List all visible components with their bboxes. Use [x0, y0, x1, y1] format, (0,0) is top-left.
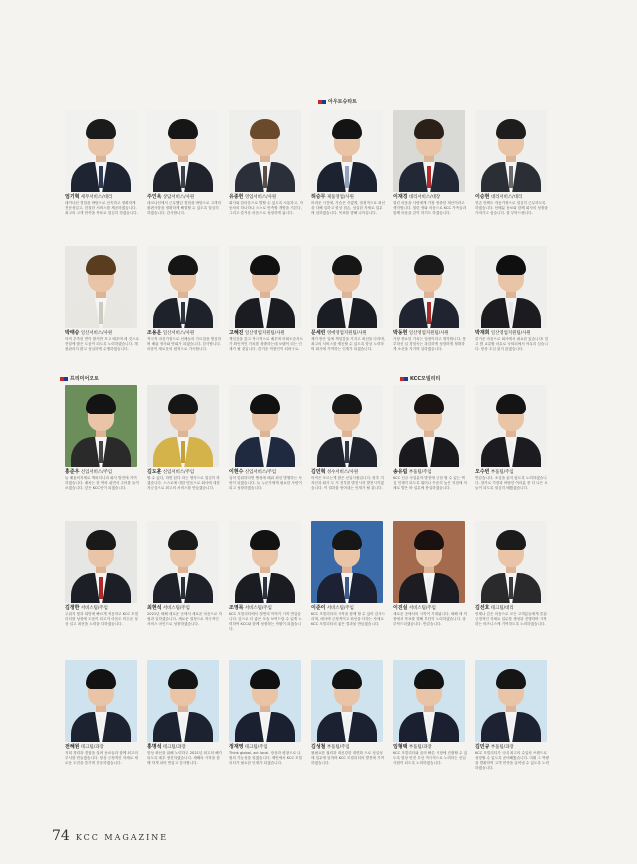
- staff-card: [147, 660, 222, 766]
- tie: [427, 577, 431, 599]
- staff-description: 늘 배움의지세로 책외더니라 회사 발전에 기여하겠습니다. 매처는 한 박차 쉬면서 주어를 들이보겠습니다. 앞은 KCC인이 되겠습니다.: [65, 476, 139, 490]
- staff-card: [65, 246, 140, 352]
- portrait-photo: [393, 246, 465, 328]
- staff-description: 주위지 빛과 희망에 빠르게 적응하고 KCC 모빌리티를 성장에 도움이 되고자 마음도 어두운 상상 일고 최선을 노력을 다하겠습니다.: [65, 612, 139, 626]
- staff-name: 정재영: [229, 744, 244, 750]
- staff-name-line: [229, 470, 304, 475]
- hair: [168, 530, 198, 550]
- staff-card: [393, 246, 468, 352]
- staff-card: [475, 660, 550, 770]
- tie: [263, 577, 267, 599]
- staff-role: 부품팀/주임: [326, 745, 350, 750]
- staff-description: Think global, act local. 장상과 평창으로 나원의 가능성을 열겠습니다. 제안에서 KCC 모빌리티가 필요한 인재가 되겠습니다.: [229, 751, 303, 765]
- portrait-photo: [229, 110, 301, 192]
- staff-name-line: [475, 470, 550, 475]
- staff-description: 어려운 시간에, 가슴은 죽겠게, 열정적으로 최선을 다해 일하고 항상 겸손, 성실한 자세로 업무에 임하겠습니다. 목표를 향해 나아갑니다.: [311, 201, 385, 215]
- tie: [99, 577, 103, 599]
- staff-name-line: [475, 331, 550, 336]
- staff-name: 주인욱: [147, 194, 162, 200]
- staff-role: 부품팀/주임: [490, 470, 514, 475]
- flag-icon: [60, 377, 68, 381]
- staff-card: [65, 660, 140, 766]
- staff-card: [147, 246, 222, 352]
- tie: [99, 716, 103, 738]
- portrait-photo: [393, 385, 465, 467]
- portrait-photo: [475, 110, 547, 192]
- hair: [168, 394, 198, 414]
- staff-card: [393, 521, 468, 627]
- hair: [496, 394, 526, 414]
- portrait-photo: [65, 110, 137, 192]
- tie: [427, 441, 431, 463]
- tie: [345, 302, 349, 324]
- staff-card: [229, 660, 304, 766]
- hair: [414, 530, 444, 550]
- staff-card: [65, 385, 140, 491]
- section-label: 프리미어오토: [70, 376, 99, 382]
- staff-role: 부품팀/주임: [408, 470, 432, 475]
- hair: [168, 669, 198, 689]
- staff-name-line: [311, 745, 386, 750]
- staff-name-line: [229, 331, 304, 336]
- hair: [86, 669, 116, 689]
- staff-name-line: [393, 470, 468, 475]
- staff-role: 일산영업지원팀/사원: [244, 331, 285, 336]
- staff-card: [393, 385, 468, 491]
- portrait-photo: [475, 521, 547, 603]
- staff-name-line: [65, 606, 140, 611]
- staff-role: 부품팀/과장: [490, 745, 514, 750]
- staff-name-line: [147, 195, 222, 200]
- staff-name: 홍명석: [147, 744, 162, 750]
- tie: [427, 302, 431, 324]
- staff-name-line: [475, 195, 550, 200]
- hair: [332, 530, 362, 550]
- staff-description: 입어 맞취하다면 엔성에 배워 최선 발행하는 사람이 되겠습니다. 늘 누군가에게 필요한 사람이 되고 성장하겠습니다.: [229, 476, 302, 490]
- staff-role: 세무서비스/대리: [80, 195, 113, 200]
- portrait-photo: [229, 521, 301, 603]
- staff-name-line: [393, 195, 468, 200]
- portrait-photo: [147, 521, 219, 603]
- staff-name-line: [147, 606, 222, 611]
- staff-name-line: [311, 606, 386, 611]
- hair: [414, 669, 444, 689]
- hair: [86, 530, 116, 550]
- staff-description: KCC 모빌리티의 시작을 함께 할 수 있어 감사드리며, 매사에 긍정적이고 최선을 다하는 자세로 KCC 모빌리티의 좋은 결과물 만들겠습니다.: [311, 612, 386, 626]
- tie: [181, 577, 185, 599]
- staff-role: 영업서비스/사원: [244, 195, 277, 200]
- staff-name: 조영목: [229, 605, 244, 611]
- staff-name: 최현석: [147, 605, 162, 611]
- staff-card: [229, 385, 304, 491]
- staff-name: 송유림: [393, 469, 408, 475]
- tie: [263, 441, 267, 463]
- staff-description: 아직 부족한 면이 많지만 모고 배우며 새 것으로 전달에 많은 도움이 되도록 노력하겠습니다. 계품관리지 많고 성실하게 수행하겠습니다.: [65, 337, 139, 351]
- staff-name-line: [65, 745, 140, 750]
- hair: [250, 394, 280, 414]
- staff-name-line: [475, 745, 550, 750]
- tie: [345, 441, 349, 463]
- hair: [414, 394, 444, 414]
- staff-role: 서비스팀/주임: [326, 606, 354, 611]
- staff-card: [147, 521, 222, 627]
- staff-name: 김선호: [475, 605, 490, 611]
- staff-card: [475, 385, 550, 491]
- portrait-photo: [229, 385, 301, 467]
- staff-role: 테크팀/대리: [490, 606, 514, 611]
- staff-description: 회사와 한마음으로 발할 수 있도록 소통하고, 자동차의 하나하나 스스로 만족할 개방을 기본다, 그리고 즐거운 마음으로 성장하게 됩니다.: [229, 201, 303, 215]
- staff-name: 이승현: [475, 194, 490, 200]
- staff-description: 항상 최선을 위해 노력하고 2021년 최고의 해가 되도록 매우 정진하겠습니다. 새해의 시작을 함께 하게 되어 반갑고 감사합니다.: [147, 751, 223, 765]
- hair: [86, 255, 116, 275]
- staff-card: [393, 110, 468, 216]
- tie: [181, 716, 185, 738]
- staff-name: 홍준우: [65, 469, 80, 475]
- staff-description: 열린 마음을 사랑에게 가장 귀중한 재산이라고 생각합니다. 열린 귀와 마음으로 KCC 가족들과 함께 마음을 같이 하기도 하겠습니다.: [393, 201, 467, 215]
- staff-role: 일산영업지원팀/사원: [408, 331, 449, 336]
- hair: [86, 119, 116, 139]
- staff-card: [65, 110, 140, 216]
- staff-card: [229, 521, 304, 631]
- staff-name-line: [147, 470, 222, 475]
- staff-name: 김민혁: [311, 469, 326, 475]
- staff-card: [475, 521, 550, 627]
- portrait-photo: [65, 521, 137, 603]
- portrait-photo: [311, 246, 383, 328]
- tie: [181, 302, 185, 324]
- portrait-photo: [475, 246, 547, 328]
- tie: [181, 166, 185, 188]
- staff-card: [147, 385, 222, 491]
- staff-name: 이현수: [229, 469, 244, 475]
- tie: [99, 302, 103, 324]
- staff-role: 제품영업/사원: [326, 195, 354, 200]
- portrait-photo: [311, 660, 383, 742]
- staff-description: KCC 모빌리티에서 첫번의 이야기 시작 반갑습니다. 앞으로 더 좋은 모습 보여드릴 수 있게 노력하여 KCC와 함께 성장하는 직원이 되겠습니다.: [229, 612, 302, 631]
- staff-description: KCC 신규 사업분야 발전에 긍한 할 수 있는 핵심 인재가 되도록 뛰어나 꾸준히 높은 지점에 자세로 발은 바 업무에 충실하겠습니다.: [393, 476, 467, 490]
- staff-description: KCC 모빌리티와 꿈의 빠른 시장에 진출할 수 있도록 항상 안전 우선 적극적으로 노력하는 신입사원이 되도록 노력하겠습니다.: [393, 751, 468, 765]
- staff-description: 저희 경력과 경험을 살려 동료들과 함께 최고의 부서를 만들겠습니다. 항상 긍정적인 자세로 새로운 도전을 즐기며 부응하겠습니다.: [65, 751, 138, 765]
- tie: [345, 716, 349, 738]
- tie: [509, 716, 513, 738]
- staff-name: 조용운: [147, 330, 162, 336]
- staff-name-line: [147, 745, 222, 750]
- staff-name: 박태승: [65, 330, 80, 336]
- portrait-photo: [311, 521, 383, 603]
- staff-role: 서비스팀/주임: [162, 606, 190, 611]
- staff-name: 이준이: [311, 605, 326, 611]
- staff-name: 문세린: [311, 330, 326, 336]
- staff-name-line: [475, 606, 550, 611]
- hair: [332, 394, 362, 414]
- staff-description: 제가 받은 일에 책임감을 가지고 최선을 다하며, 최고의 서비스를 제공할 수 있도록 항상 노력하며 회사에 기여하는 인재가 되겠습니다.: [311, 337, 385, 351]
- staff-name: 고혜진: [229, 330, 244, 336]
- section-tag-premier-auto: [60, 375, 99, 382]
- staff-description: 언제나 감은 마음으로 모든 고객분들에게 즐겁 긍정적인 자세로 업무를 생성된 진행하며 시작하는 비즈니스에 기여하도록 노력하겠습니다.: [475, 612, 547, 626]
- tie: [181, 441, 185, 463]
- staff-description: 반갑습니다. 조심을 잃지 않도록 노력하겠습니다. 참가로 가장과 바탕한 여러분 중 더 나은 오늘이 되도록 열심히 배웠겠습니다.: [475, 476, 548, 490]
- hair: [414, 119, 444, 139]
- staff-name: 임형택: [393, 744, 408, 750]
- staff-name-line: [229, 606, 304, 611]
- hair: [496, 530, 526, 550]
- tie: [263, 716, 267, 738]
- portrait-photo: [393, 660, 465, 742]
- staff-card: [65, 521, 140, 627]
- staff-role: 서비스팀/주임: [80, 606, 108, 611]
- staff-card: [311, 246, 386, 352]
- hair: [250, 530, 280, 550]
- staff-description: 아직은 모르는게 많은 신입사원입니다. 항후 지 자신과 회사 두 지 전부를 발전시켜 발전시키겠습니다. 이 결과물 얻어내는 인재가 될 겁니다.: [311, 476, 384, 490]
- staff-name-line: [65, 470, 140, 475]
- staff-role: 일산서비스/사원: [162, 331, 195, 336]
- staff-name: 허승무: [311, 194, 326, 200]
- tie: [99, 166, 103, 188]
- staff-card: [393, 660, 468, 766]
- staff-name: 유종헌: [229, 194, 244, 200]
- staff-name: 박재희: [475, 330, 490, 336]
- portrait-photo: [65, 660, 137, 742]
- portrait-photo: [147, 246, 219, 328]
- flag-icon: [400, 377, 408, 381]
- section-tag-autostadt: [318, 98, 357, 105]
- staff-name: 박동현: [393, 330, 408, 336]
- staff-role: 대리서비스/대리: [490, 195, 523, 200]
- portrait-photo: [475, 385, 547, 467]
- staff-description: 새로운 곳에서의 시작이 기대됩니다. 새해 새 직장에서 목표를 향해 부단히 노력하겠습니다. 잘 부탁드리겠습니다. 반갑습니다.: [393, 612, 467, 626]
- page-number: 74: [52, 828, 70, 844]
- magazine-title: KCC MAGAZINE: [75, 833, 169, 842]
- hair: [496, 119, 526, 139]
- portrait-photo: [147, 660, 219, 742]
- tie: [509, 166, 513, 188]
- tie: [99, 441, 103, 463]
- staff-description: 현존 언택트 자동가정으로 열심히 근무하도록 하겠습니다. 선배분 동료와 함께 회사의 성장을 가져가고 싶습니다. 잘 부탁드립니다.: [475, 201, 548, 215]
- staff-card: [475, 110, 550, 216]
- staff-description: 즐거운 마음으로 회사에서 필요한 있습니다! 밀고 밤 교류할 마무로 숙퇴되에서 아무리 심습니다. 항상 초심 잃지 않겠습니다.: [475, 337, 549, 351]
- staff-name-line: [393, 745, 468, 750]
- tie: [345, 166, 349, 188]
- staff-description: 불필요한 권력과 대신강한 대면화 으로 성실성에 업무에 임하며 KCC 모빌리티의 발전에 기여하겠습니다.: [311, 751, 385, 765]
- portrait-photo: [229, 660, 301, 742]
- staff-card: [229, 110, 304, 216]
- staff-role: 서비스팀/주임: [408, 606, 436, 611]
- staff-name: 김성철: [311, 744, 326, 750]
- section-tag-kcc-mobility: [400, 375, 440, 382]
- staff-name: 오수빈: [475, 469, 490, 475]
- staff-role: 일산서비스/사원: [80, 331, 113, 336]
- staff-description: 데이나선 경험을 바탕으로 신속하고 정확하게 전문성입고, 친절한 서비스를 제공하겠습니다. 최고의 고객 만족을 목표로 열심히 하겠습니다.: [65, 201, 138, 215]
- staff-role: 테크팀/과장: [80, 745, 104, 750]
- staff-role: 성수서비스/사원: [326, 470, 359, 475]
- portrait-photo: [311, 385, 383, 467]
- hair: [332, 255, 362, 275]
- staff-name: 김도훈: [147, 469, 162, 475]
- staff-role: 테크팀/주임: [244, 745, 268, 750]
- staff-role: 신입서비스/주임: [244, 470, 277, 475]
- staff-name: 김민규: [475, 744, 490, 750]
- staff-card: [311, 660, 386, 766]
- tie: [509, 302, 513, 324]
- hair: [250, 119, 280, 139]
- staff-name-line: [393, 331, 468, 336]
- portrait-photo: [65, 246, 137, 328]
- staff-name-line: [65, 331, 140, 336]
- hair: [250, 255, 280, 275]
- staff-name-line: [311, 331, 386, 336]
- section-label: KCC모빌리티: [410, 376, 441, 382]
- staff-role: 서비스팀/주임: [244, 606, 272, 611]
- tie: [345, 577, 349, 599]
- staff-name: 이재경: [393, 194, 408, 200]
- hair: [496, 255, 526, 275]
- staff-role: 대리서비스/대장: [408, 195, 441, 200]
- staff-name-line: [311, 195, 386, 200]
- staff-card: [147, 110, 222, 216]
- staff-name-line: [229, 195, 304, 200]
- hair: [332, 669, 362, 689]
- staff-name-line: [393, 606, 468, 611]
- staff-role: 영에영업지원팀/사원: [326, 331, 367, 336]
- staff-card: [229, 246, 304, 352]
- page-footer: [52, 828, 168, 844]
- hair: [332, 119, 362, 139]
- tie: [263, 166, 267, 188]
- hair: [250, 669, 280, 689]
- hair: [168, 119, 198, 139]
- staff-card: [311, 521, 386, 627]
- staff-description: 2021년 새해 새로운 곳에서 새로운 마음으로 자립과 일하겠습니다. 새로운 열정으로 적극적인 서비스 마인드로 성장하겠습니다.: [147, 612, 223, 626]
- staff-name-line: [65, 195, 140, 200]
- staff-role: 테크팀/과장: [162, 745, 186, 750]
- section-label: 아우토슈타트: [328, 99, 357, 105]
- tie: [427, 166, 431, 188]
- staff-name: 전혜원: [65, 744, 80, 750]
- staff-role: 일산영업지원팀/사원: [490, 331, 531, 336]
- staff-name-line: [147, 331, 222, 336]
- hair: [86, 394, 116, 414]
- staff-role: 상담서비스/사원: [162, 195, 195, 200]
- hair: [414, 255, 444, 275]
- staff-name: 엄기혁: [65, 194, 80, 200]
- staff-card: [475, 246, 550, 352]
- staff-role: 신입서비스/주임: [162, 470, 195, 475]
- hair: [168, 255, 198, 275]
- staff-description: 데코나선에서 근무했던 경험을 바탕으로 고객의 불편사항을 정확하게 해결할 수 있도록 열심히 하겠습니다. 감사합니다.: [147, 201, 221, 215]
- staff-description: 적극적 마음가짐으로 선배들의 가르침을 명심하며 배워 귀사와 만회가 되겠습니다. 감사합니다. 마음이 새로운의 원칙으로 가득합니다.: [147, 337, 221, 351]
- portrait-photo: [393, 521, 465, 603]
- tie: [509, 577, 513, 599]
- staff-description: KCC 모빌리티가 국내 최고의 수입차 브랜드로 성장할 수 있도록 준비해왔습니다. 미래 그 역량을 발휘하여 고객 만족을 끌어낼 수 있도록 노력하겠습니다.: [475, 751, 549, 770]
- portrait-photo: [147, 110, 219, 192]
- staff-description: 할 수 있다, 하면 된다 라는 생각으로 열심히 하겠습니다. 스스로에 대한 믿음으로 회사에 대한 자긍심으로 최고의 서비스를 만들겠습니다.: [147, 476, 220, 490]
- tie: [509, 441, 513, 463]
- tie: [263, 302, 267, 324]
- portrait-photo: [147, 385, 219, 467]
- staff-name: 이진실: [393, 605, 408, 611]
- tie: [427, 716, 431, 738]
- flag-icon: [318, 100, 326, 104]
- portrait-photo: [393, 110, 465, 192]
- staff-card: [311, 385, 386, 491]
- staff-role: 부품팀/과장: [408, 745, 432, 750]
- staff-card: [311, 110, 386, 216]
- staff-name-line: [229, 745, 304, 750]
- staff-name: 김정한: [65, 605, 80, 611]
- portrait-photo: [65, 385, 137, 467]
- staff-name-line: [311, 470, 386, 475]
- portrait-photo: [229, 246, 301, 328]
- hair: [496, 669, 526, 689]
- portrait-photo: [475, 660, 547, 742]
- staff-role: 신입서비스/주임: [80, 470, 113, 475]
- staff-description: 책임감을 갖고 적극적으로 배우며 어떠도순서도가 확인적인 가치를 창출하는데 보탬이 되는 인재가 될 것입니다. 즐거운 직장인이 되려구요.: [229, 337, 303, 351]
- staff-description: 가장 중요한 가치는 열정이라고 생각합니다. 풍부하신 일 경험속는 과감하게 성장하게 정확하게 소신을 지키며 일하겠습니다.: [393, 337, 466, 351]
- portrait-photo: [311, 110, 383, 192]
